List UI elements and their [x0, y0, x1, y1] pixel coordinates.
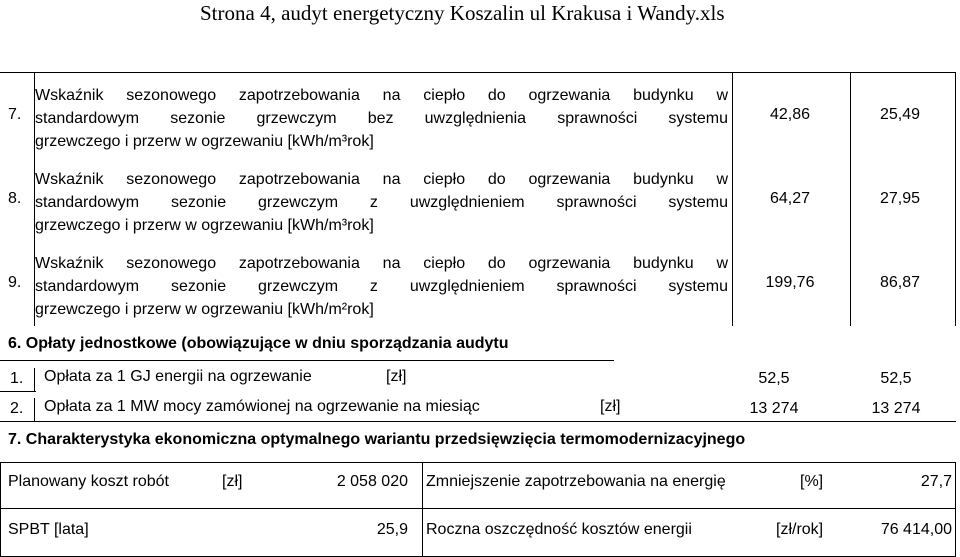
indicator-line: standardowym sezonie grzewczym z uwzględnieniem sprawności systemu: [35, 194, 728, 211]
indicator-number: 9.: [8, 274, 22, 291]
economic-summary-table: [0, 462, 956, 557]
summary-value: 2 058 020: [336, 473, 408, 490]
indicator-line: standardowym sezonie grzewczym z uwzględnieniem sprawności systemu: [35, 278, 728, 295]
summary-label: SPBT [lata]: [8, 521, 89, 538]
indicator-number: 8.: [8, 190, 22, 207]
section-6-underline: [0, 360, 614, 361]
fee-value-2: 52,5: [880, 370, 912, 387]
indicator-line: Wskaźnik sezonowego zapotrzebowania na ciepło do ogrzewania budynku w: [35, 255, 728, 272]
summary-unit: [%]: [800, 473, 824, 490]
summary-unit: [zł/rok]: [776, 521, 824, 538]
table-border-top: [0, 462, 956, 463]
summary-label: Roczna oszczędność kosztów energii: [426, 521, 692, 538]
indicator-value-2: 86,87: [879, 274, 921, 291]
summary-label: Planowany koszt robót: [8, 473, 169, 490]
table-row-divider: [0, 508, 956, 509]
indicator-value-1: 199,76: [765, 274, 815, 291]
page-title: Strona 4, audyt energetyczny Koszalin ul Krakusa i Wandy.xls: [200, 1, 725, 25]
indicator-number: 7.: [8, 106, 22, 123]
fee-row: [0, 368, 956, 392]
fee-unit: [zł]: [600, 398, 621, 415]
indicator-line: Wskaźnik sezonowego zapotrzebowania na ciepło do ogrzewania budynku w: [35, 171, 728, 188]
indicator-line: grzewczego i przerw w ogrzewaniu [kWh/m³rok]: [35, 217, 374, 234]
table-column-divider: [422, 462, 423, 557]
summary-unit: [zł]: [222, 473, 243, 490]
indicator-row: [0, 80, 956, 160]
indicator-row: [0, 164, 956, 244]
fee-row-underline: [0, 421, 956, 422]
indicator-value-1: 64,27: [769, 190, 811, 207]
section-6-header: 6. Opłaty jednostkowe (obowiązujące w dniu sporządzania audytu: [8, 335, 509, 352]
fee-value-1: 52,5: [758, 370, 790, 387]
indicator-value-2: 27,95: [879, 190, 921, 207]
indicator-description: [35, 84, 728, 153]
indicator-line: standardowym sezonie grzewczym bez uwzględnienia sprawności systemu: [35, 110, 728, 127]
summary-label: Zmniejszenie zapotrzebowania na energię: [426, 473, 726, 490]
fee-label: Opłata za 1 GJ energii na ogrzewanie: [44, 368, 312, 385]
fee-value-2: 13 274: [871, 400, 921, 417]
indicator-value-1: 42,86: [769, 106, 811, 123]
fee-label: Opłata za 1 MW mocy zamówionej na ogrzewanie na miesiąc: [44, 398, 480, 415]
indicators-table: [0, 72, 956, 326]
table-border-right: [955, 462, 956, 557]
indicator-line: Wskaźnik sezonowego zapotrzebowania na ciepło do ogrzewania budynku w: [35, 87, 728, 104]
fee-unit: [zł]: [386, 368, 407, 385]
fee-row: [0, 398, 956, 422]
indicator-description: [35, 168, 728, 237]
table-border-top: [0, 72, 956, 73]
fee-value-1: 13 274: [749, 400, 799, 417]
table-border-left: [0, 462, 1, 557]
indicator-description: [35, 252, 728, 321]
indicator-value-2: 25,49: [879, 106, 921, 123]
indicator-line: grzewczego i przerw w ogrzewaniu [kWh/m²rok]: [35, 301, 374, 318]
fee-row-underline: [0, 391, 36, 392]
fee-number-divider: [34, 368, 35, 392]
summary-value: 27,7: [920, 473, 952, 490]
fee-number-divider: [34, 398, 35, 422]
summary-value: 76 414,00: [880, 521, 952, 538]
section-7-header: 7. Charakterystyka ekonomiczna optymalnego wariantu przedsięwzięcia termomodernizacyjnego: [8, 431, 746, 448]
summary-value: 25,9: [376, 521, 408, 538]
indicator-line: grzewczego i przerw w ogrzewaniu [kWh/m³rok]: [35, 133, 374, 150]
fee-number: 1.: [10, 370, 24, 387]
indicator-row: [0, 248, 956, 328]
fee-number: 2.: [10, 400, 24, 417]
